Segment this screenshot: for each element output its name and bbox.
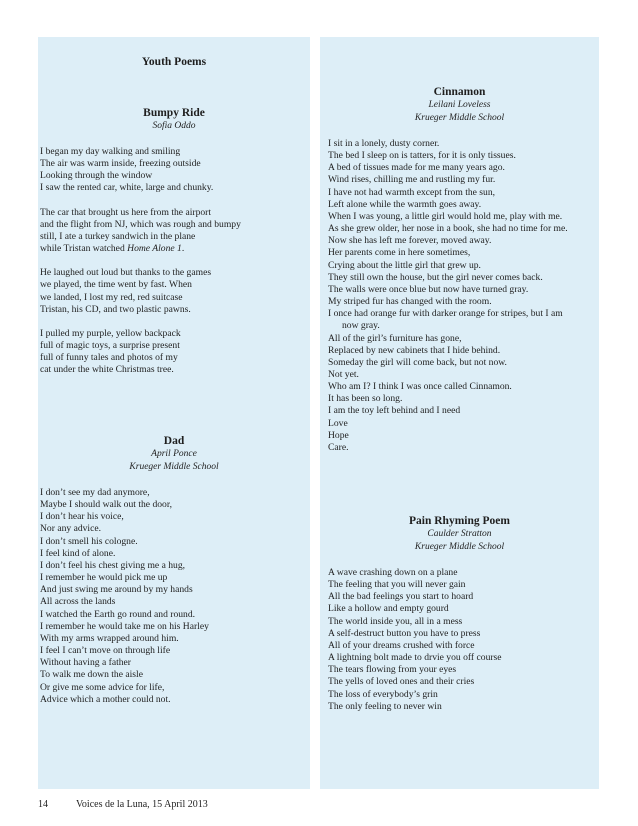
poem-author: Sofia Oddo bbox=[152, 121, 196, 131]
poem-line: Left alone while the warmth goes away. bbox=[328, 198, 482, 210]
poem-line: Maybe I should walk out the door, bbox=[40, 499, 173, 511]
movie-line-suffix: . bbox=[181, 243, 185, 255]
poem-line: It has been so long. bbox=[328, 393, 403, 405]
poem-line: He laughed out loud but thanks to the games bbox=[40, 267, 212, 279]
poem-line: Not yet. bbox=[328, 368, 359, 380]
poem-line: The loss of everybody’s grin bbox=[328, 688, 438, 700]
stanza bbox=[40, 207, 310, 256]
poem-line: I remember he would take me on his Harley bbox=[40, 620, 209, 632]
poem-line: we landed, I lost my red, red suitcase bbox=[40, 291, 183, 303]
poem-line: Love bbox=[328, 417, 348, 429]
poem-line: Replaced by new cabinets that I hide behind. bbox=[328, 344, 501, 356]
poem-line: I don’t feel his chest giving me a hug, bbox=[40, 559, 186, 571]
poem-line: The yells of loved ones and their cries bbox=[328, 676, 475, 688]
poem-line: The bed I sleep on is tatters, for it is only tissues. bbox=[328, 150, 516, 162]
poem-line: The only feeling to never win bbox=[328, 700, 442, 712]
poem-school: Krueger Middle School bbox=[129, 462, 219, 472]
poem-line: I began my day walking and smiling bbox=[40, 146, 181, 157]
section-title: Youth Poems bbox=[141, 56, 207, 68]
poem-line: All across the lands bbox=[40, 596, 116, 608]
poem-line: Without having a father bbox=[40, 657, 131, 669]
poem-line: I don’t smell his cologne. bbox=[40, 535, 138, 547]
poem-author: Caulder Stratton bbox=[427, 529, 492, 539]
poem-line: I pulled my purple, yellow backpack bbox=[40, 327, 181, 339]
poem-body bbox=[328, 567, 599, 713]
poem-line: A self-destruct button you have to press bbox=[328, 627, 481, 639]
poem-line: Crying about the little girl that grew up. bbox=[328, 259, 481, 271]
poem-line: My striped fur has changed with the room. bbox=[328, 296, 492, 308]
poem-line: full of magic toys, a surprise present bbox=[40, 340, 180, 352]
poem-line: When I was young, a little girl would hold me, play with me. bbox=[328, 210, 563, 222]
poem-line bbox=[40, 243, 310, 255]
poem-line: As she grew older, her nose in a book, she had no time for me. bbox=[328, 223, 568, 235]
poem-body bbox=[328, 138, 599, 454]
page-number: 14 bbox=[38, 799, 48, 810]
poem-line: With my arms wrapped around him. bbox=[40, 632, 179, 644]
movie-line-prefix: while Tristan watched bbox=[40, 243, 128, 255]
poem-line: and the flight from NJ, which was rough and bumpy bbox=[40, 218, 241, 230]
poem-line: I feel kind of alone. bbox=[40, 547, 116, 559]
poem-title: Dad bbox=[163, 435, 185, 447]
poem-line: we played, the time went by fast. When bbox=[40, 279, 192, 291]
poem-author: Leilani Loveless bbox=[428, 100, 491, 110]
poem-line: A lightning bolt made to drvie you off course bbox=[328, 652, 502, 664]
poem-line: A bed of tissues made for me many years ago. bbox=[328, 162, 505, 174]
poem-line: I don’t hear his voice, bbox=[40, 511, 124, 523]
poem-line: And just swing me around by my hands bbox=[40, 584, 193, 596]
poem-line: I watched the Earth go round and round. bbox=[40, 608, 196, 620]
poem-line: They still own the house, but the girl never comes back. bbox=[328, 271, 543, 283]
publication-info: Voices de la Luna, 15 April 2013 bbox=[76, 799, 208, 810]
poem-line: Someday the girl will come back, but not now. bbox=[328, 356, 507, 368]
poem-line: The car that brought us here from the airport bbox=[40, 206, 212, 218]
poem-line: I once had orange fur with darker orange for stripes, but I am bbox=[328, 308, 563, 320]
poem-line: Her parents come in here sometimes, bbox=[328, 247, 471, 259]
poem-body bbox=[40, 487, 310, 706]
poem-line: All of the girl’s furniture has gone, bbox=[328, 332, 462, 344]
poem-line: Who am I? I think I was once called Cinnamon. bbox=[328, 381, 512, 393]
poem-line: Tristan, his CD, and two plastic pawns. bbox=[40, 303, 191, 315]
poem-line: Nor any advice. bbox=[40, 523, 102, 535]
poem-title: Bumpy Ride bbox=[143, 107, 205, 119]
poem-school: Krueger Middle School bbox=[414, 113, 505, 123]
poem-line: Care. bbox=[328, 441, 349, 453]
poem-line: The feeling that you will never gain bbox=[328, 579, 466, 591]
poem-line: Looking through the window bbox=[40, 170, 153, 182]
stanza bbox=[40, 146, 310, 195]
poem-line: Like a hollow and empty gourd bbox=[328, 603, 449, 615]
poem-line: Or give me some advice for life, bbox=[40, 681, 165, 693]
poem-line: The tears flowing from your eyes bbox=[328, 664, 457, 676]
poem-line: I remember he would pick me up bbox=[40, 572, 168, 584]
poem-line: I feel I can’t move on through life bbox=[40, 645, 171, 657]
poem-line: A wave crashing down on a plane bbox=[328, 567, 458, 578]
poem-line: The air was warm inside, freezing outside bbox=[40, 158, 201, 170]
stanza bbox=[40, 267, 310, 316]
poem-line: To walk me down the aisle bbox=[40, 669, 143, 681]
poem-line: I don’t see my dad anymore, bbox=[40, 487, 150, 498]
poem-body bbox=[40, 146, 310, 377]
poem-line: All the bad feelings you start to hoard bbox=[328, 591, 474, 603]
poem-line: Wind rises, chilling me and rustling my fur. bbox=[328, 174, 496, 186]
poem-line: I saw the rented car, white, large and chunky. bbox=[40, 182, 214, 194]
poem-school: Krueger Middle School bbox=[414, 542, 505, 552]
poem-line: now gray. bbox=[342, 320, 380, 332]
poem-line: still, I ate a turkey sandwich in the plane bbox=[40, 230, 196, 242]
poem-line: Hope bbox=[328, 429, 349, 441]
poem-line: I sit in a lonely, dusty corner. bbox=[328, 138, 440, 149]
poem-line: Now she has left me forever, moved away. bbox=[328, 235, 492, 247]
poem-line: The walls were once blue but now have turned gray. bbox=[328, 283, 529, 295]
poem-line: I am the toy left behind and I need bbox=[328, 405, 461, 417]
poem-pain-rhyming bbox=[320, 514, 599, 713]
poem-cinnamon bbox=[320, 85, 599, 454]
stanza bbox=[40, 328, 310, 377]
poem-line: cat under the white Christmas tree. bbox=[40, 364, 174, 376]
movie-title: Home Alone 1 bbox=[127, 243, 182, 255]
poem-line: Advice which a mother could not. bbox=[40, 693, 171, 705]
poem-line: All of your dreams crushed with force bbox=[328, 639, 475, 651]
poem-title: Cinnamon bbox=[433, 86, 486, 98]
poem-title: Pain Rhyming Poem bbox=[409, 515, 510, 527]
poem-dad bbox=[38, 434, 310, 706]
poem-bumpy-ride bbox=[38, 106, 310, 389]
poem-line: I have not had warmth except from the sun, bbox=[328, 186, 496, 198]
poem-author: April Ponce bbox=[151, 449, 197, 459]
poem-line: full of funny tales and photos of my bbox=[40, 352, 178, 364]
poem-line: The world inside you, all in a mess bbox=[328, 615, 463, 627]
